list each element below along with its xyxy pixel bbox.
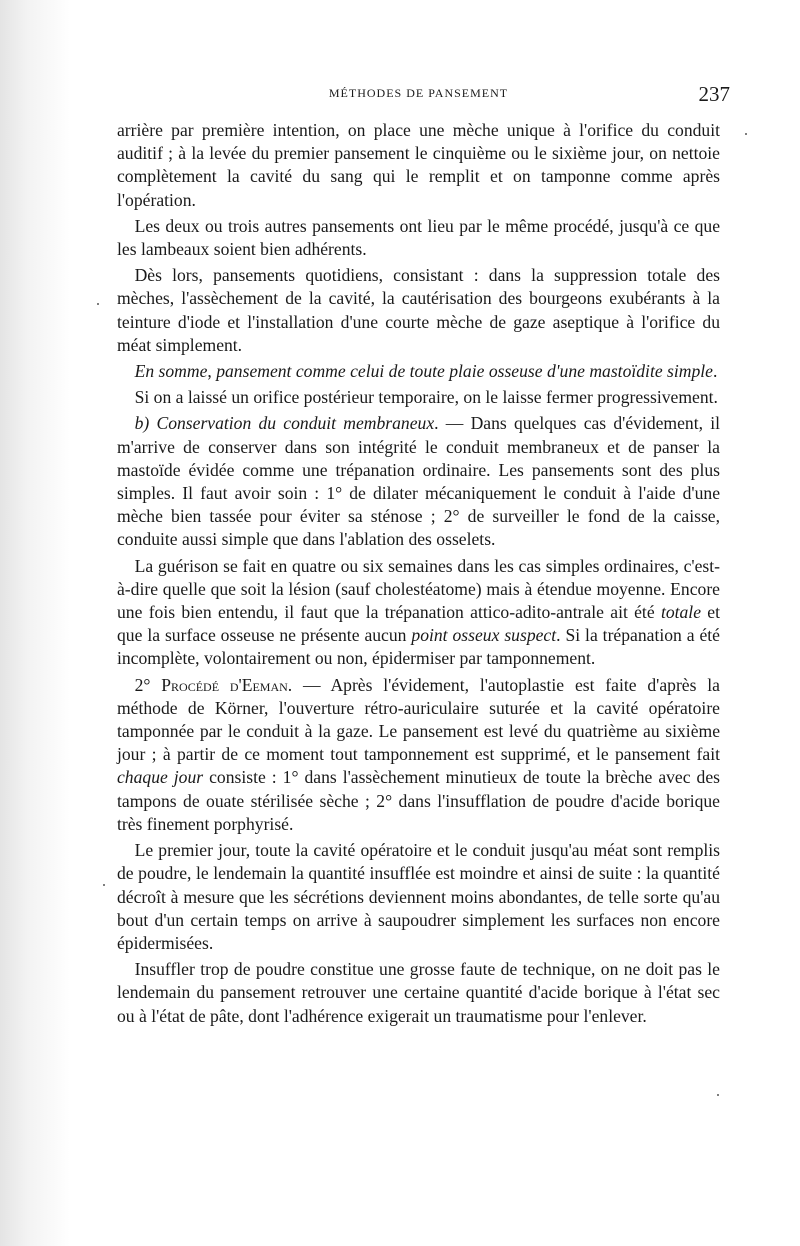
text-segment: . — Dans quelques cas d'évidement, il m'arrive de conserver dans son intégrité le conduit membraneux et de panser la mastoïde évidée comme une trépanation ordinaire. Les pansements sont des plus simples. Il faut avoir soin : 1° de dilater mécaniquement le conduit à l'aide d'une mèche bien tassée pour éviter sa sténose ; 2° de surveiller le fond de la caisse, conduite aussi simple que dans l'ablation des osselets.	[117, 413, 720, 550]
text-segment: Le premier jour, toute la cavité opératoire et le conduit jusqu'au méat sont remplis de poudre, le lendemain la quantité insufflée est moindre et ainsi de suite : la quantité décroît à mesure que les sécrétions deviennent moins abondantes, de telle sorte qu'au bout d'un certain temps on arrive à saupoudrer simplement les surfaces non encore épidermisées.	[117, 840, 720, 953]
text-segment: ,	[207, 361, 217, 382]
scan-speck	[745, 133, 747, 135]
scan-speck	[103, 884, 105, 886]
text-segment: point osseux suspect	[411, 625, 557, 646]
text-segment: La guérison se fait en quatre ou six semaines dans les cas simples ordinaires, c'est-à-dire quelle que soit la lésion (sauf cholestéatome) mais à étendue moyenne. Encore une fois bien entendu, il faut que la trépanation attico-adito-antrale ait été	[117, 555, 720, 623]
paragraph	[117, 215, 720, 261]
text-segment: et que la surface osseuse ne présente aucun	[117, 602, 721, 646]
paragraph	[117, 839, 720, 955]
text-segment: chaque jour	[117, 767, 204, 788]
paragraph	[117, 412, 720, 551]
text-segment: pansement comme celui de toute plaie osseuse d'une mastoïdite simple	[216, 361, 713, 382]
text-segment: Insuffler trop de poudre constitue une grosse faute de technique, on ne doit pas le lendemain du pansement retrouver une certaine quantité d'acide borique à l'état sec ou à l'état de pâte, dont l'adhérence exigerait un traumatisme pour l'enlever.	[117, 959, 720, 1026]
text-segment: . Si la trépanation a été incomplète, volontairement ou non, épidermiser par tamponnement.	[117, 625, 720, 669]
text-segment: Les deux ou trois autres pansements ont lieu par le même procédé, jusqu'à ce que les lambeaux soient bien adhérents.	[117, 215, 720, 260]
paragraph	[117, 264, 720, 357]
running-title: MÉTHODES DE PANSEMENT	[328, 86, 509, 100]
text-segment: Procédé d'Eeman	[161, 674, 288, 695]
scan-speck	[717, 1094, 719, 1096]
text-segment: totale	[660, 602, 702, 623]
paragraph	[117, 386, 720, 409]
text-segment: Conservation du conduit membraneux	[156, 413, 435, 434]
body-text	[117, 119, 720, 1031]
text-segment: consiste : 1° dans l'assèchement minutieux de toute la brèche avec des tampons de ouate stérilisée sèche ; 2° dans l'insufflation de poudre d'acide borique très finement porphyrisé.	[117, 767, 720, 834]
scan-speck	[97, 303, 99, 305]
text-segment: .	[712, 361, 718, 382]
text-segment: En somme	[134, 361, 208, 382]
paragraph	[117, 958, 720, 1028]
text-segment: arrière par première intention, on place une mèche unique à l'orifice du conduit auditif ; à la levée du premier pansement le cinquième ou le sixième jour, on nettoie complètement la cavité du sang qui le remplit et on tamponne comme après l'opération.	[117, 120, 720, 210]
running-header	[117, 82, 730, 106]
page-edge-shadow	[0, 0, 70, 1246]
text-segment: b)	[134, 413, 157, 434]
text-segment: 2°	[134, 674, 162, 695]
page-number: 237	[698, 82, 730, 106]
text-segment: . — Après l'évidement, l'autoplastie est faite d'après la méthode de Körner, l'ouverture rétro-auriculaire suturée et la cavité opératoire tamponnée par le conduit à la gaze. Le pansement est levé du quatrième au sixième jour ; à partir de ce moment tout tamponnement est supprimé, et le pansement fait	[117, 674, 720, 765]
paragraph	[117, 674, 720, 836]
paragraph	[117, 555, 720, 671]
paragraph	[117, 119, 720, 212]
paragraph	[117, 360, 720, 383]
text-segment: Dès lors, pansements quotidiens, consistant : dans la suppression totale des mèches, l'assèchement de la cavité, la cautérisation des bourgeons exubérants à la teinture d'iode et l'installation d'une courte mèche de gaze aseptique à l'orifice du méat simplement.	[117, 265, 720, 355]
text-segment: Si on a laissé un orifice postérieur temporaire, on le laisse fermer progressivement.	[134, 387, 718, 408]
